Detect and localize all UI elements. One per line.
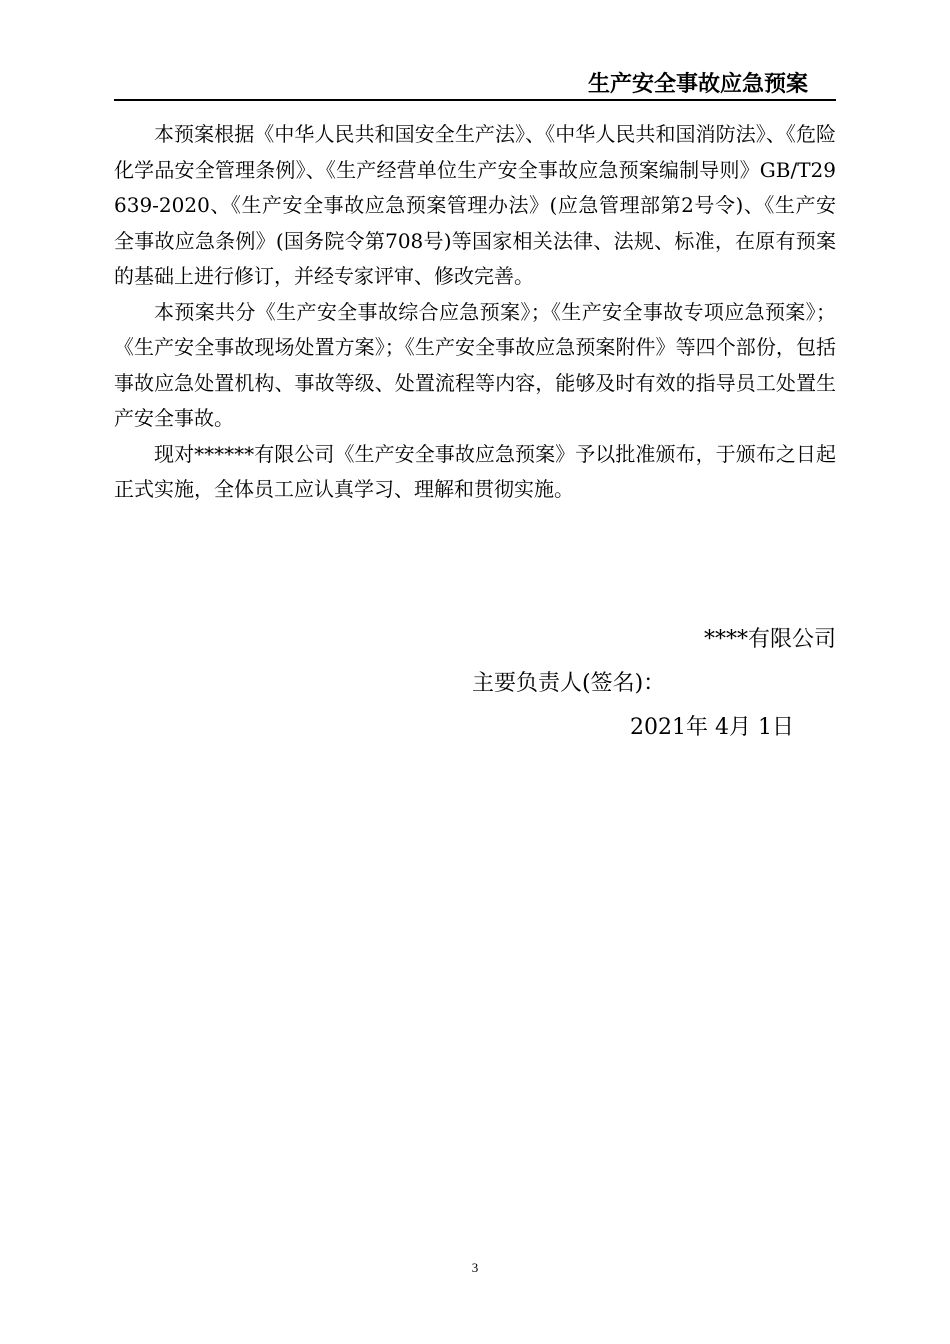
signature-person-label: 主要负责人(签名)： <box>472 671 666 696</box>
body-paragraph-1: 本预案根据《中华人民共和国安全生产法》、《中华人民共和国消防法》、《危险化学品安全管理条例》、《生产经营单位生产安全事故应急预案编制导则》GB/T29639-2020、《生产安全事故应急预案管理办法》(应急管理部第2号令)、《生产安全事故应急条例》(国务院令第708号)等国家相关法律、法规、标准，在原有预案的基础上进行修订，并经专家评审、修改完善。 <box>114 122 836 288</box>
document-header-title: 生产安全事故应急预案 <box>587 72 808 97</box>
document-body <box>114 117 836 508</box>
signature-date: 2021年 4月 1日 <box>630 715 794 740</box>
body-paragraph-2: 本预案共分《生产安全事故综合应急预案》；《生产安全事故专项应急预案》；《生产安全事故现场处置方案》；《生产安全事故应急预案附件》等四个部份，包括事故应急处置机构、事故等级、处置流程等内容，能够及时有效的指导员工处置生产安全事故。 <box>114 299 836 430</box>
signature-company: ****有限公司 <box>703 627 836 652</box>
page-number: 3 <box>471 1260 479 1275</box>
body-paragraph-3: 现对******有限公司《生产安全事故应急预案》予以批准颁布，于颁布之日起正式实施，全体员工应认真学习、理解和贯彻实施。 <box>114 441 836 501</box>
header-divider <box>114 99 836 101</box>
